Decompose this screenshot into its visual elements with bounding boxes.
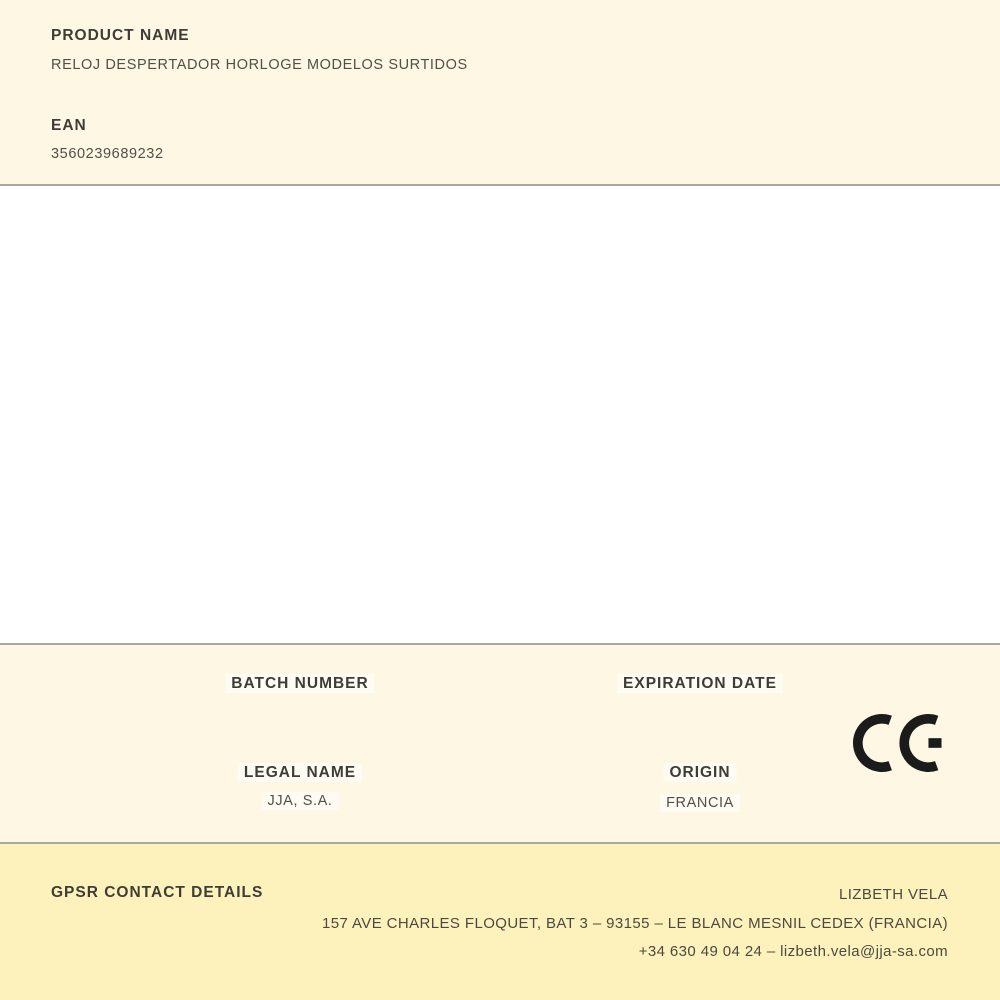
empty-content-section <box>0 186 1000 645</box>
legal-name-label: LEGAL NAME <box>238 764 362 782</box>
details-section <box>0 645 1000 844</box>
gpsr-contact-details <box>322 881 948 967</box>
ean-label: EAN <box>51 117 87 134</box>
ce-mark-icon <box>853 713 942 773</box>
product-name-label: PRODUCT NAME <box>51 27 190 44</box>
gpsr-contact-label: GPSR CONTACT DETAILS <box>51 884 264 901</box>
legal-name-value: JJA, S.A. <box>261 792 338 810</box>
origin-label: ORIGIN <box>663 764 736 782</box>
product-header-section <box>0 0 1000 186</box>
ean-value: 3560239689232 <box>51 146 164 162</box>
product-name-value: RELOJ DESPERTADOR HORLOGE MODELOS SURTIDOS <box>51 57 468 73</box>
contact-address: 157 AVE CHARLES FLOQUET, BAT 3 – 93155 – LE BLANC MESNIL CEDEX (FRANCIA) <box>322 914 948 932</box>
contact-phone-email: +34 630 49 04 24 – lizbeth.vela@jja-sa.com <box>638 943 948 960</box>
origin-value: FRANCIA <box>660 794 740 812</box>
batch-number-label: BATCH NUMBER <box>225 675 374 693</box>
contact-person-name: LIZBETH VELA <box>838 886 948 903</box>
expiration-date-label: EXPIRATION DATE <box>617 675 783 693</box>
